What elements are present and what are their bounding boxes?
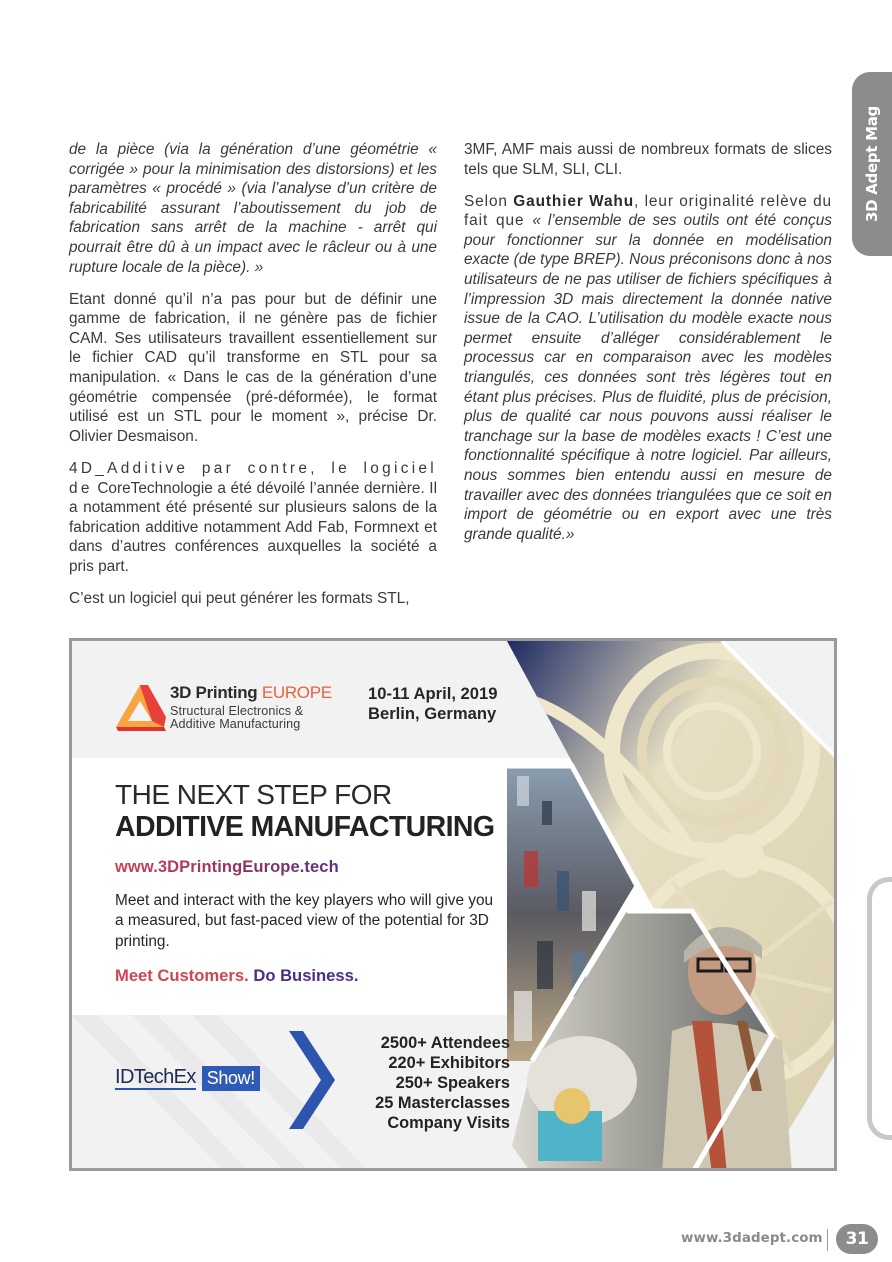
page-number-badge <box>836 1224 878 1254</box>
event-date-location <box>368 684 497 724</box>
stat-company-visits: Company Visits <box>387 1114 510 1132</box>
ad-description: Meet and interact with the key players who will give you a measured, but fast-paced view of the potential for 3D printing. <box>115 892 494 950</box>
paragraph-formats: C’est un logiciel qui peut générer les formats STL, <box>69 589 410 607</box>
event-stats <box>338 1033 510 1133</box>
event-location: Berlin, Germany <box>368 704 497 723</box>
magazine-name: 3D Adept Mag <box>863 106 882 222</box>
show-badge: Show! <box>202 1066 260 1091</box>
stat-attendees: 2500+ Attendees <box>380 1034 510 1052</box>
organizer-name: IDTechEx <box>115 1066 196 1088</box>
paragraph-slices: 3MF, AMF mais aussi de nombreux formats de slices tels que SLM, SLI, CLI. <box>464 141 832 178</box>
footer-divider <box>827 1229 828 1251</box>
advertisement-3d-printing-europe[interactable] <box>69 638 837 1171</box>
page-number: 31 <box>845 1229 869 1249</box>
3d-printing-europe-logo-icon <box>114 683 166 731</box>
chevron-right-icon <box>289 1031 335 1129</box>
brand-title-accent: EUROPE <box>261 683 332 702</box>
paragraph-body: CoreTechnologie a été dévoilé l’année dernière. Il a notamment été présenté sur plusieurs salons de la fabrication additive notamment Add Fab, Formnext et dans d’autres conférences auxquelles la société a pris part. <box>69 479 438 575</box>
paragraph-gauthier-quote: Selon Gauthier Wahu, leur originalité relève du fait que « l’ensemble de ses outils ont été conçus pour fonctionner sur la donnée en modélisation exacte (de type BREP). Nous préconisons donc à nos utilisateurs de ne pas utiliser de fichiers spécifiques à l’impression 3D mais directement la donnée native issue de la CAO. L’utilisation du modèle exacte nous permet ensuite d’alléger considérablement le processus car en comparaison avec les modèles triangulés, ces données sont très légères tout en étant plus précises. Plus de fluidité, plus de précision, plus de qualité car nous pouvons aussi réaliser le tranchage sur la base de modèles exacts ! C’est une fonctionnalité spécifique à notre logiciel. Par ailleurs, nous sommes bien entendu aussi en mesure de travailler avec des données triangulées que ce soit en import de géométrie ou en export avec une très grande qualité.» <box>464 192 832 543</box>
ad-call-to-action: Meet Customers. Do Business. <box>115 966 359 985</box>
paragraph-cam: Etant donné qu’il n’a pas pour but de définir une gamme de fabrication, il ne génère pas de fichier CAM. Ses utilisateurs travaillent essentiellement sur le fichier CAD qu’il transforme en STL pour sa manipulation. « Dans le cas de la génération d’une géométrie compensée (pré-déformée), le format utilisé est un STL pour le moment », précise Dr. Olivier Desmaison. <box>69 290 437 445</box>
stat-masterclasses: 25 Masterclasses <box>375 1094 510 1112</box>
ad-website-link[interactable]: www.3DPrintingEurope.tech <box>115 858 339 876</box>
footer-website[interactable]: www.3dadept.com <box>681 1231 823 1246</box>
ad-headline-line-2: ADDITIVE MANUFACTURING <box>115 811 495 843</box>
idtechex-logo <box>115 1066 260 1091</box>
brand-subtitle: Structural Electronics & Additive Manufacturing <box>170 704 304 731</box>
page-footer <box>660 1224 892 1258</box>
event-brand <box>170 683 332 731</box>
paragraph-4d-additive <box>69 459 437 577</box>
stat-speakers: 250+ Speakers <box>395 1074 510 1092</box>
paragraph-quote-continuation: de la pièce (via la génération d’une géométrie « corrigée » pour la minimisation des distorsions) et les paramètres « procédé » (via l’analyse d’un critère de fabricabilité assurant l’aboutissement du job de fabrication sans arrêt de la machine - arrêt qui pourrait être dû à un impact avec le râcleur ou à une rupture locale de la pièce). » <box>69 141 437 276</box>
magazine-side-tab <box>852 72 892 256</box>
ad-headline-line-1: THE NEXT STEP FOR <box>115 779 392 810</box>
article-left-column <box>69 140 437 621</box>
event-date: 10-11 April, 2019 <box>368 684 498 703</box>
side-bracket-decoration <box>867 877 892 1140</box>
brand-title: 3D Printing EUROPE <box>170 683 332 702</box>
article-right-column <box>464 140 832 557</box>
quote-text: « l’ensemble de ses outils ont été conçus pour fonctionner sur la donnée en modélisation exacte (de type BREP). Nous préconisons donc à nos utilisateurs de ne pas utiliser de fichiers spécifiques à l’impression 3D mais directement la donnée native issue de la CAO. L’utilisation du modèle exacte nous permet ensuite d’alléger considérablement le processus car en comparaison avec les modèles triangulés, ces données sont très légères tout en étant plus précises. Plus de fluidité, plus de précision, plus de qualité car nous pouvons aussi réaliser le tranchage sur la base de modèles exacts ! C’est une fonctionnalité spécifique à notre logiciel. Par ailleurs, nous sommes bien entendu aussi en mesure de travailler avec des données triangulées que ce soit en import de géométrie ou en export avec une très grande qualité.» <box>464 212 832 543</box>
quoted-person: Gauthier Wahu <box>513 192 635 210</box>
stat-exhibitors: 220+ Exhibitors <box>388 1054 510 1072</box>
paragraph-first-line: 4D_Additive par contre, le logiciel de <box>69 459 437 497</box>
